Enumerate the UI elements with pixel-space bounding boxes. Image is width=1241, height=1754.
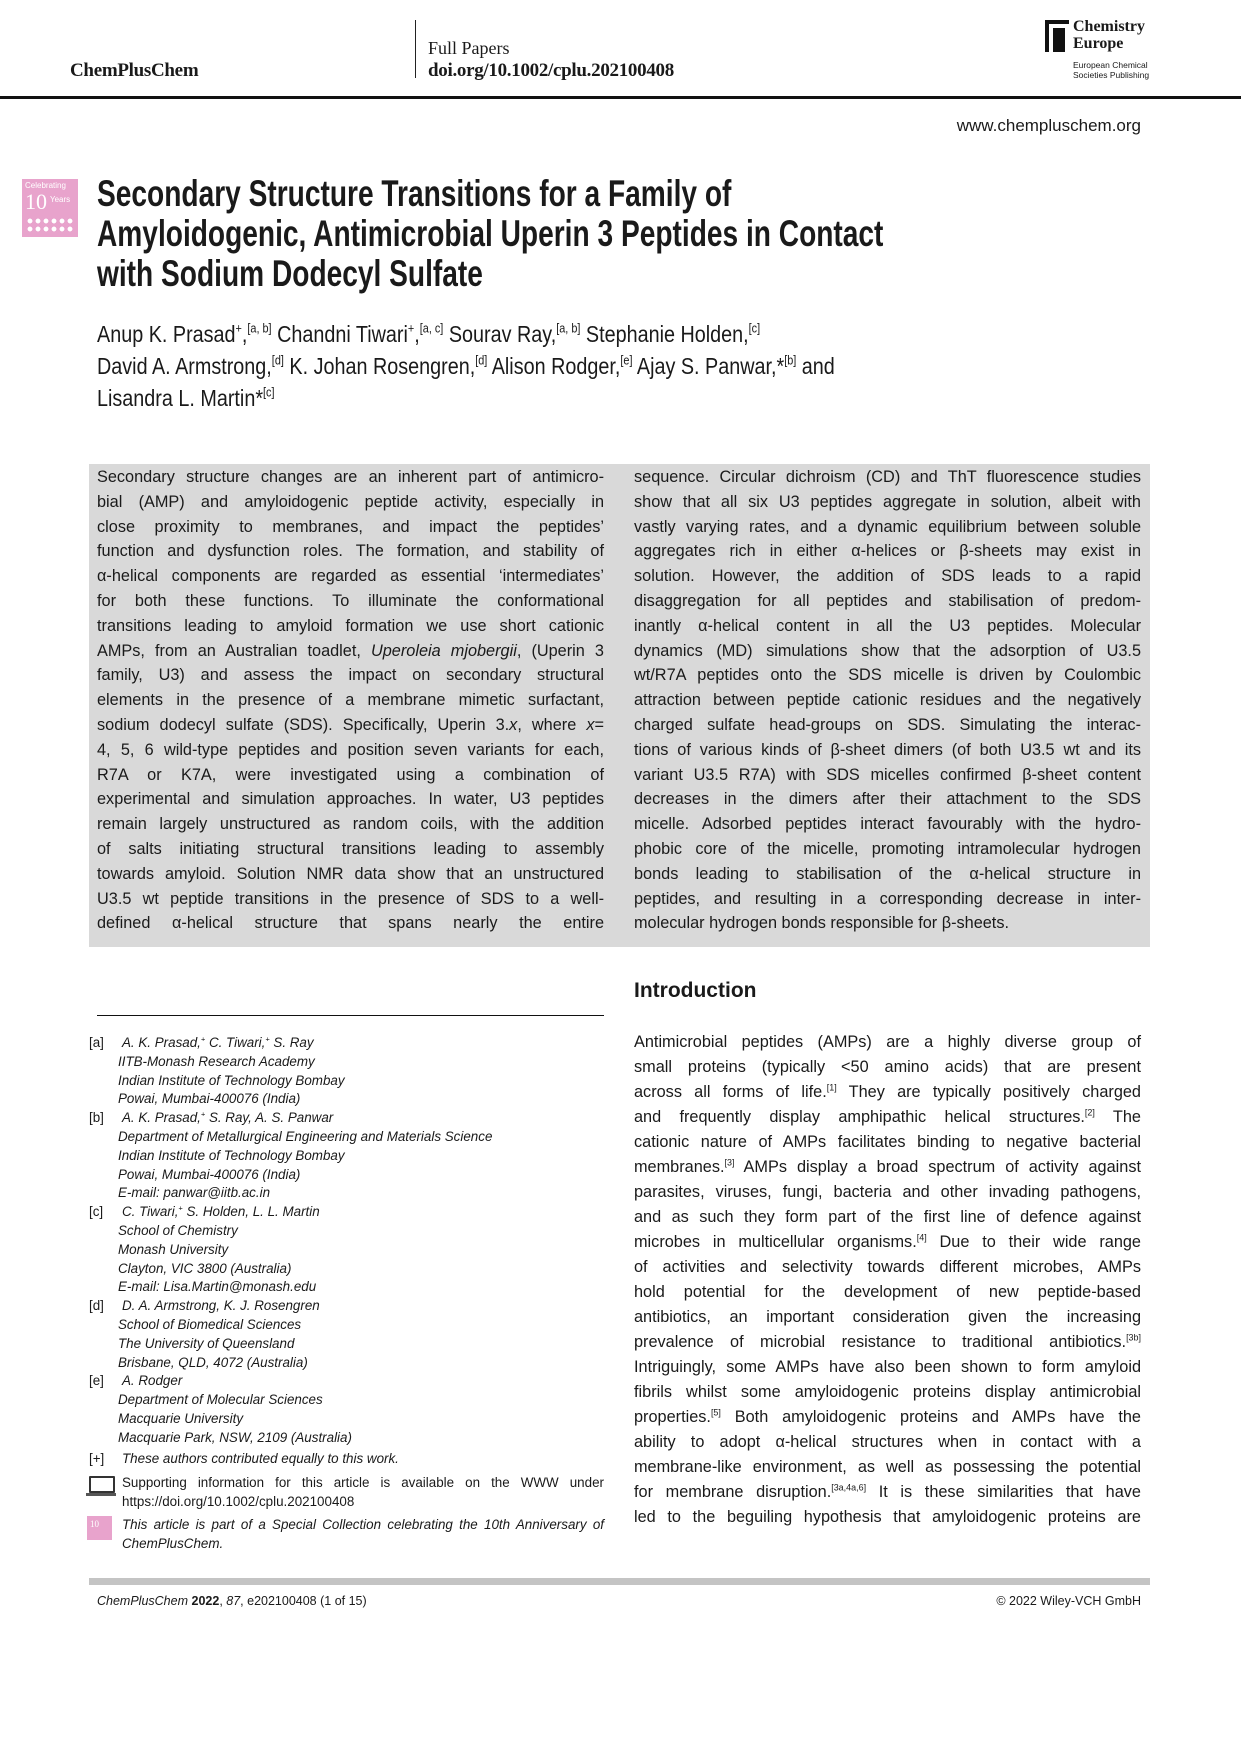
- collection-note: [89, 1516, 604, 1535]
- affiliation-text: [118, 1278, 316, 1297]
- text-run: inantly α-helical content in all the U3 peptides. Molecular: [634, 616, 1141, 635]
- text-line: [634, 837, 1141, 862]
- text-run: micelle. Adsorbed peptides interact favourably with the hydro-: [634, 815, 1141, 834]
- text-line: [634, 1205, 1141, 1230]
- affiliation-text: [118, 1147, 345, 1166]
- text-run: towards amyloid. Solution NMR data show that an unstructured: [97, 864, 604, 883]
- citation-footer: ChemPlusChem 2022, 87, e202100408 (1 of 15): [97, 1594, 367, 1608]
- affiliation-text: [122, 1034, 314, 1053]
- superscript: +: [265, 1034, 270, 1044]
- affiliation-text: [118, 1166, 300, 1185]
- text-run: Chandni Tiwari: [271, 321, 408, 347]
- text-run: The University of Queensland: [118, 1335, 295, 1351]
- superscript: [4]: [916, 1232, 927, 1243]
- chemistry-europe-logo: [1045, 18, 1175, 82]
- text-run: small proteins (typically <50 amino acids) that are present: [634, 1058, 1141, 1076]
- text-run: wt/R7A peptides onto the SDS micelle is driven by Coulombic: [634, 666, 1141, 685]
- text-line: [634, 1305, 1141, 1330]
- mini-badge-number: 10: [90, 1519, 99, 1529]
- text-line: [97, 490, 604, 515]
- text-line: [634, 688, 1141, 713]
- superscript: +: [235, 321, 242, 336]
- affiliation-line: [89, 1241, 604, 1260]
- text-run: , (Uperin 3: [516, 641, 604, 660]
- italic-run: x: [509, 715, 518, 734]
- affiliations: [89, 1034, 604, 1554]
- superscript: [3a,4a,6]: [831, 1482, 867, 1493]
- superscript: [5]: [710, 1407, 721, 1418]
- affiliation-text: [122, 1297, 320, 1316]
- text-run: Intriguingly, some AMPs have also been shown to form amyloid: [634, 1358, 1141, 1376]
- affiliation-text: [118, 1053, 315, 1072]
- text-line: [97, 614, 604, 639]
- text-run: function and dysfunction roles. The formation, and stability of: [97, 542, 604, 561]
- affiliation-line: [89, 1184, 604, 1203]
- affiliation-line: [89, 1128, 604, 1147]
- text-run: Macquarie University: [118, 1410, 244, 1426]
- affiliation-text: [118, 1335, 294, 1354]
- text-run: Brisbane, QLD, 4072 (Australia): [118, 1354, 308, 1370]
- text-run: A. K. Prasad,: [122, 1035, 201, 1050]
- text-line: [634, 763, 1141, 788]
- text-run: disaggregation for all peptides and stabilisation of predom-: [634, 591, 1141, 610]
- logo-sub2: Societies Publishing: [1073, 70, 1150, 80]
- footer-journal: ChemPlusChem: [97, 1594, 189, 1608]
- affiliation-text: [122, 1372, 182, 1391]
- text-line: [634, 1330, 1141, 1355]
- affiliation-label: [e]: [89, 1373, 104, 1389]
- text-run: fibrils whilst some amyloidogenic proteins display antimicrobial: [634, 1383, 1141, 1401]
- text-run: membranes.: [634, 1158, 725, 1176]
- text-run: close proximity to membranes, and impact the peptides’: [97, 517, 604, 536]
- text-run: Indian Institute of Technology Bombay: [118, 1072, 345, 1088]
- text-line: [634, 1280, 1141, 1305]
- text-line: [97, 862, 604, 887]
- text-run: They are typically positively charged: [836, 1083, 1141, 1101]
- text-line: [97, 812, 604, 837]
- text-run: Secondary structure changes are an inherent part of antimicro-: [97, 468, 604, 486]
- affiliation-line: [89, 1354, 604, 1373]
- text-run: led to the beguiling hypothesis that amyloidogenic proteins are: [634, 1508, 1141, 1526]
- text-line: [634, 1105, 1141, 1130]
- author-list: [97, 318, 955, 414]
- text-run: Department of Metallurgical Engineering and Materials Science: [118, 1128, 493, 1144]
- text-run: Both amyloidogenic proteins and AMPs have the: [720, 1408, 1141, 1426]
- affiliation-line: [89, 1166, 604, 1185]
- text-run: bial (AMP) and amyloidogenic peptide activity, especially in: [97, 492, 604, 511]
- footnote-rule: [97, 1015, 604, 1016]
- introduction-body: [634, 1030, 1141, 1530]
- note-label: [+]: [89, 1450, 105, 1466]
- text-run: School of Biomedical Sciences: [118, 1316, 302, 1332]
- superscript: [3]: [724, 1157, 735, 1168]
- text-line: [97, 639, 604, 664]
- superscript: [c]: [748, 321, 761, 336]
- text-line: [634, 515, 1141, 540]
- text-line: [634, 1080, 1141, 1105]
- text-run: membrane-like environment, as well as possessing the potential: [634, 1458, 1141, 1476]
- text-run: Anup K. Prasad: [97, 321, 236, 347]
- text-line: [97, 382, 835, 414]
- text-run: 4, 5, 6 wild-type peptides and position seven variants for each,: [97, 740, 604, 759]
- text-run: ,: [414, 321, 420, 347]
- text-line: [97, 688, 604, 713]
- text-line: [634, 1455, 1141, 1480]
- text-line: [634, 589, 1141, 614]
- text-run: dynamics (MD) simulations show that the adsorption of U3.5: [634, 641, 1141, 660]
- text-line: [634, 539, 1141, 564]
- text-run: R7A or K7A, were investigated using a combination of: [97, 765, 604, 784]
- text-run: experimental and simulation approaches. In water, U3 peptides: [97, 790, 604, 809]
- text-run: A. Rodger: [122, 1373, 183, 1389]
- text-run: transitions leading to amyloid formation we use short cationic: [97, 616, 604, 635]
- text-run: S. Ray: [269, 1035, 314, 1050]
- badge-dots: [26, 217, 74, 233]
- text-run: S. Holden, L. L. Martin: [182, 1204, 320, 1220]
- text-run: and: [796, 353, 835, 379]
- italic-run: x: [586, 715, 595, 734]
- computer-icon: [89, 1476, 115, 1493]
- text-run: molecular hydrogen bonds responsible for β-sheets.: [634, 914, 1009, 933]
- text-line: [634, 812, 1141, 837]
- text-line: [634, 1030, 1141, 1055]
- text-line: [97, 713, 604, 738]
- affiliation-line: [89, 1260, 604, 1279]
- affiliation-line: [89, 1278, 604, 1297]
- text-line: [97, 763, 604, 788]
- text-run: across all forms of life.: [634, 1083, 827, 1101]
- text-run: bonds leading to stabilisation of the α-helical structure in: [634, 864, 1141, 883]
- affiliation-text: [118, 1241, 228, 1260]
- text-run: peptides, and resulting in a corresponding decrease in inter-: [634, 889, 1141, 908]
- journal-name: ChemPlusChem: [70, 60, 199, 81]
- text-line: [97, 515, 604, 540]
- introduction-heading: Introduction: [634, 979, 757, 1002]
- text-run: prevalence of microbial resistance to traditional antibiotics.: [634, 1333, 1127, 1351]
- text-run: cationic nature of AMPs facilitates binding to negative bacterial: [634, 1133, 1141, 1151]
- text-run: Ajay S. Panwar,*: [632, 353, 785, 379]
- text-line: [634, 1230, 1141, 1255]
- text-run: phobic core of the micelle, promoting intramolecular hydrogen: [634, 839, 1141, 858]
- affiliation-text: [118, 1128, 492, 1147]
- text-run: =: [594, 715, 604, 734]
- title-line: Secondary Structure Transitions for a Family of: [97, 173, 732, 214]
- affiliation-line: [89, 1316, 604, 1335]
- text-run: Alison Rodger,: [487, 353, 621, 379]
- text-run: Department of Molecular Sciences: [118, 1392, 323, 1408]
- affiliation-line: [89, 1090, 604, 1109]
- computer-keyboard-icon: [86, 1493, 116, 1496]
- text-run: elements in the presence of a membrane mimetic surfactant,: [97, 691, 604, 710]
- text-run: , where: [517, 715, 587, 734]
- text-line: [634, 465, 1141, 490]
- text-run: hold potential for the development of new peptide-based: [634, 1283, 1141, 1301]
- logo-line2: Europe: [1073, 35, 1124, 52]
- affiliation-label: [b]: [89, 1110, 104, 1126]
- text-line: [634, 787, 1141, 812]
- text-run: sequence. Circular dichroism (CD) and ThT fluorescence studies: [634, 468, 1141, 486]
- superscript: [1]: [826, 1082, 837, 1093]
- text-line: [634, 1380, 1141, 1405]
- affiliation-text: [118, 1391, 323, 1410]
- superscript: [a, b]: [247, 321, 272, 336]
- text-run: parasites, viruses, fungi, bacteria and other invading pathogens,: [634, 1183, 1141, 1201]
- footer-volume: 87: [226, 1594, 241, 1608]
- abstract-left-column: [97, 465, 604, 936]
- affiliation-text: [118, 1410, 243, 1429]
- affiliation-line: [89, 1053, 604, 1072]
- affiliation-text: [118, 1222, 238, 1241]
- text-run: ability to adopt α-helical structures when in contact with a: [634, 1433, 1141, 1451]
- text-run: Monash University: [118, 1241, 229, 1257]
- collection-note-cont: [89, 1535, 604, 1554]
- italic-run: Uperoleia mjobergii: [370, 641, 517, 660]
- superscript: [2]: [1084, 1107, 1095, 1118]
- header-rule: [0, 96, 1241, 99]
- supporting-info-link-row: [89, 1493, 604, 1512]
- text-run: and frequently display amphipathic helical structures.: [634, 1108, 1085, 1126]
- text-line: [634, 1155, 1141, 1180]
- text-line: [634, 1130, 1141, 1155]
- supporting-link[interactable]: https://doi.org/10.1002/cplu.202100408: [122, 1494, 355, 1510]
- text-line: [634, 639, 1141, 664]
- affiliation-line: [89, 1335, 604, 1354]
- text-line: [97, 787, 604, 812]
- affiliation-line: [89, 1222, 604, 1241]
- text-run: remain largely unstructured as random coils, with the addition: [97, 815, 604, 834]
- badge-line2: Years: [50, 195, 71, 204]
- superscript: [d]: [475, 353, 488, 368]
- text-line: [97, 465, 604, 490]
- doi-link[interactable]: doi.org/10.1002/cplu.202100408: [428, 60, 674, 81]
- text-line: [97, 663, 604, 688]
- text-run: tions of various kinds of β-sheet dimers (of both U3.5 wt and its: [634, 740, 1141, 759]
- text-line: [634, 1430, 1141, 1455]
- text-line: [97, 350, 835, 382]
- superscript: [a, c]: [419, 321, 444, 336]
- text-run: AMPs display a broad spectrum of activity against: [734, 1158, 1141, 1176]
- text-line: [634, 713, 1141, 738]
- text-run: It is these similarities that have: [866, 1483, 1141, 1501]
- supporting-text: Supporting information for this article is available on the WWW under: [122, 1475, 604, 1491]
- article-title: [97, 174, 1132, 294]
- text-line: [97, 887, 604, 912]
- collection-text: This article is part of a Special Collection celebrating the 10th Anniversary of: [122, 1516, 604, 1532]
- equal-contribution-note: [89, 1450, 604, 1469]
- text-line: [634, 911, 1141, 936]
- text-run: Lisandra L. Martin*: [97, 385, 264, 411]
- badge-line1: Celebrating: [25, 181, 66, 190]
- title-line: with Sodium Dodecyl Sulfate: [97, 253, 483, 294]
- text-run: solution. However, the addition of SDS leads to a rapid: [634, 567, 1141, 586]
- footer-article: , e202100408 (1 of 15): [240, 1594, 367, 1608]
- footer-year: 2022: [191, 1594, 220, 1608]
- text-run: Powai, Mumbai-400076 (India): [118, 1091, 301, 1107]
- superscript: [d]: [271, 353, 284, 368]
- text-run: IITB-Monash Research Academy: [118, 1053, 315, 1069]
- affiliation-text: [118, 1429, 352, 1448]
- text-run: sodium dodecyl sulfate (SDS). Specifically, Uperin 3.: [97, 715, 510, 734]
- text-run: variant U3.5 R7A) with SDS micelles confirmed β-sheet content: [634, 765, 1141, 784]
- text-run: The: [1094, 1108, 1141, 1126]
- text-run: vastly varying rates, and a dynamic equilibrium between soluble: [634, 517, 1141, 536]
- superscript: [a, b]: [556, 321, 581, 336]
- text-run: of activities and selectivity towards different microbes, AMPs: [634, 1258, 1141, 1276]
- abstract-right-column: [634, 465, 1141, 936]
- affiliation-text: [118, 1316, 301, 1335]
- text-line: [634, 1480, 1141, 1505]
- superscript: [b]: [784, 353, 797, 368]
- text-line: [634, 887, 1141, 912]
- text-run: D. A. Armstrong, K. J. Rosengren: [122, 1298, 320, 1314]
- affiliation-text: [118, 1260, 291, 1279]
- superscript: +: [178, 1203, 183, 1213]
- text-run: antibiotics, an important consideration given the increasing: [634, 1308, 1141, 1326]
- text-line: [634, 1180, 1141, 1205]
- logo-sub1: European Chemical: [1073, 60, 1148, 70]
- text-run: attraction between peptide cationic residues and the negatively: [634, 691, 1141, 710]
- affiliation-text: [118, 1072, 345, 1091]
- text-run: E-mail: panwar@iitb.ac.in: [118, 1185, 271, 1201]
- affiliation-text: [122, 1203, 320, 1222]
- badge-number: 10: [25, 189, 47, 214]
- copyright: © 2022 Wiley-VCH GmbH: [996, 1594, 1141, 1608]
- text-run: U3.5 wt peptide transitions in the presence of SDS to a well-: [97, 889, 604, 908]
- text-run: microbes in multicellular organisms.: [634, 1233, 917, 1251]
- affiliation-line: [89, 1203, 604, 1222]
- text-line: [634, 738, 1141, 763]
- header-divider: [415, 20, 416, 78]
- text-run: E-mail: Lisa.Martin@monash.edu: [118, 1279, 317, 1295]
- superscript: +: [407, 321, 415, 336]
- text-run: Antimicrobial peptides (AMPs) are a highly diverse group of: [634, 1033, 1141, 1051]
- logo-line1: Chemistry: [1073, 18, 1145, 35]
- affiliation-line: [89, 1147, 604, 1166]
- affiliation-line: [89, 1109, 604, 1128]
- collection-text-2: ChemPlusChem.: [122, 1535, 224, 1551]
- logo-mark-block-icon: [1053, 28, 1065, 52]
- text-line: [97, 589, 604, 614]
- text-run: K. Johan Rosengren,: [283, 353, 476, 379]
- text-run: family, U3) and assess the impact on secondary structural: [97, 666, 604, 685]
- text-run: ,: [241, 321, 248, 347]
- text-run: S. Ray, A. S. Panwar: [205, 1110, 334, 1126]
- superscript: [e]: [620, 353, 633, 368]
- title-line: Amyloidogenic, Antimicrobial Uperin 3 Peptides in Contact: [97, 213, 884, 254]
- text-line: [97, 837, 604, 862]
- text-run: Clayton, VIC 3800 (Australia): [118, 1260, 292, 1276]
- text-run: David A. Armstrong,: [97, 353, 272, 379]
- affiliation-text: [122, 1109, 333, 1128]
- affiliation-label: [d]: [89, 1298, 104, 1314]
- text-line: [97, 539, 604, 564]
- affiliation-label: [a]: [89, 1035, 104, 1050]
- text-line: [97, 911, 604, 936]
- anniversary-badge-icon: [22, 179, 78, 237]
- text-line: [634, 1255, 1141, 1280]
- text-run: Due to their wide range: [926, 1233, 1141, 1251]
- note-text: These authors contributed equally to this work.: [122, 1450, 399, 1466]
- text-line: [97, 318, 835, 350]
- superscript: [3b]: [1126, 1332, 1141, 1343]
- text-run: show that all six U3 peptides aggregate in solution, albeit with: [634, 492, 1141, 511]
- text-run: AMPs, from an Australian toadlet,: [97, 641, 371, 660]
- section-label: Full Papers: [428, 38, 510, 58]
- text-run: decreases in the dimers after their attachment to the SDS: [634, 790, 1141, 809]
- affiliation-label: [c]: [89, 1204, 104, 1220]
- text-line: [634, 490, 1141, 515]
- superscript: +: [200, 1109, 206, 1119]
- text-line: [634, 663, 1141, 688]
- affiliation-line: [89, 1429, 604, 1448]
- superscript: +: [200, 1034, 206, 1044]
- text-run: School of Chemistry: [118, 1222, 238, 1238]
- text-line: [634, 1055, 1141, 1080]
- text-line: [97, 564, 604, 589]
- superscript: [c]: [263, 385, 275, 400]
- text-run: A. K. Prasad,: [122, 1110, 201, 1126]
- footer-bar: [89, 1578, 1150, 1585]
- text-line: [634, 1405, 1141, 1430]
- website-link[interactable]: www.chempluschem.org: [956, 116, 1141, 135]
- affiliation-line: [89, 1072, 604, 1091]
- text-run: for both these functions. To illuminate the conformational: [97, 591, 604, 610]
- text-run: Powai, Mumbai-400076 (India): [118, 1166, 301, 1182]
- affiliation-list: [89, 1034, 604, 1448]
- text-run: Sourav Ray,: [443, 321, 557, 347]
- text-line: [97, 738, 604, 763]
- text-run: for membrane disruption.: [634, 1483, 832, 1501]
- affiliation-text: [118, 1354, 308, 1373]
- affiliation-line: [89, 1034, 604, 1053]
- text-run: Indian Institute of Technology Bombay: [118, 1147, 345, 1163]
- text-run: C. Tiwari,: [122, 1204, 179, 1220]
- text-run: charged sulfate head-groups on SDS. Simulating the interac-: [634, 715, 1141, 734]
- affiliation-text: [118, 1090, 300, 1109]
- text-line: [634, 862, 1141, 887]
- affiliation-line: [89, 1297, 604, 1316]
- text-line: [634, 614, 1141, 639]
- supporting-info-note: [89, 1474, 604, 1493]
- text-run: C. Tiwari,: [205, 1035, 266, 1050]
- text-line: [634, 1505, 1141, 1530]
- affiliation-line: [89, 1410, 604, 1429]
- text-run: and as such they form part of the first line of defence against: [634, 1208, 1141, 1226]
- text-run: α-helical components are regarded as essential ‘intermediates’: [97, 567, 604, 586]
- text-run: of salts initiating structural transitions leading to assembly: [97, 839, 604, 858]
- affiliation-line: [89, 1391, 604, 1410]
- text-run: defined α-helical structure that spans nearly the entire: [97, 914, 604, 933]
- anniversary-mini-badge-icon: [87, 1516, 112, 1540]
- text-run: Macquarie Park, NSW, 2109 (Australia): [118, 1429, 352, 1445]
- affiliation-line: [89, 1372, 604, 1391]
- text-line: [634, 1355, 1141, 1380]
- text-line: [634, 564, 1141, 589]
- text-run: Stephanie Holden,: [580, 321, 749, 347]
- text-run: properties.: [634, 1408, 711, 1426]
- text-run: aggregates rich in either α-helices or β-sheets may exist in: [634, 542, 1141, 561]
- affiliation-text: [118, 1184, 270, 1203]
